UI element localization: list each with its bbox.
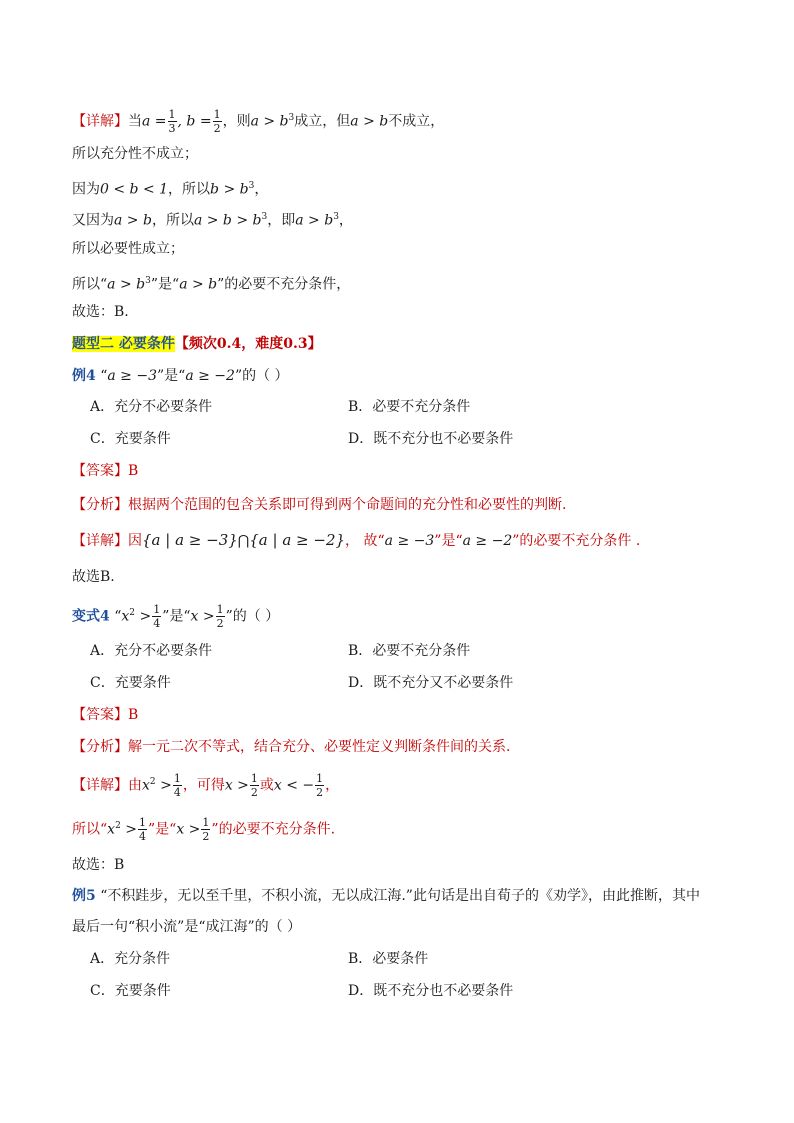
variant-label: 变式4 [72,608,110,625]
option-c: C．充要条件 [90,675,171,691]
variant-4-question: 变式4 “$x^2$ > $\frac{1}{4}$ ”是“x > $\frac{1}{2}$ ”的（ ） [72,603,280,631]
option-a: A．充分条件 [90,951,171,967]
detail-line: 【详解】因{a | a ≥ −3}⋂{a | a ≥ −2}， 故“a ≥ −3”是“a ≥ −2”的必要不充分条件 . [72,531,641,549]
answer-line: 【答案】B [72,463,139,479]
option-b: B．必要不充分条件 [348,399,471,415]
detail-line-5: 所以必要性成立； [72,241,184,257]
fraction: $\frac{1}{2}$ [213,108,221,136]
analysis-line: 【分析】根据两个范围的包含关系即可得到两个命题间的充分性和必要性的判断. [72,497,567,513]
detail-line: 【详解】由$x^2$ > $\frac{1}{4}$ ，可得x > $\frac{1}{2}$ 或x < − $\frac{1}{2}$ ， [72,772,340,800]
option-c: C．充要条件 [90,983,171,999]
example-5-question-line-2: 最后一句“积小流”是“成江海”的（ ） [72,919,302,935]
detail-line-2: 所以充分性不成立； [72,146,198,162]
section-heading [72,334,322,354]
example-label: 例5 [72,888,96,904]
example-5-question-line-1: 例5 “不积跬步，无以至千里，不积小流，无以成江海.”此句话是出自荀子的《劝学》，由此推断，其中 [72,888,700,904]
detail-line-7: 故选：B. [72,304,129,320]
option-b: B．必要条件 [348,951,429,967]
summary-line: 所以“$x^2$ > $\frac{1}{4}$ ”是“x > $\frac{1}{2}$ ”的必要不充分条件. [72,816,336,844]
option-d: D．既不充分也不必要条件 [348,983,514,999]
analysis-line: 【分析】解一元二次不等式，结合充分、必要性定义判断条件间的关系. [72,739,511,755]
option-a: A．充分不必要条件 [90,643,213,659]
option-a: A．充分不必要条件 [90,399,213,415]
fraction: $\frac{1}{3}$ [168,108,176,136]
option-c: C．充要条件 [90,431,171,447]
option-d: D．既不充分也不必要条件 [348,431,514,447]
example-4-question: 例4 “a ≥ −3”是“a ≥ −2”的（ ） [72,368,289,384]
answer-line: 【答案】B [72,707,139,723]
detail-line-1: 【详解】当a = $\frac{1}{3}$ , b = $\frac{1}{2}$ ，则$a > b^3$成立，但a > b不成立， [72,108,445,136]
example-label: 例4 [72,368,96,384]
section-title: 题型二 必要条件 [72,336,175,352]
choose-line: 故选B. [72,569,115,585]
detail-line-6: 所以“$a > b^3$”是“a > b”的必要不充分条件， [72,276,351,293]
option-b: B．必要不充分条件 [348,643,471,659]
option-d: D．既不充分又不必要条件 [348,675,514,691]
section-meta: 【频次0.4，难度0.3】 [174,336,322,352]
detail-tag: 【详解】 [72,113,128,130]
choose-line: 故选：B [72,857,125,873]
detail-line-4: 又因为a > b，所以$a > b > b^3$，即$a > b^3$， [72,212,353,229]
detail-line-3: 因为0 < b < 1，所以$b > b^3$， [72,181,269,198]
